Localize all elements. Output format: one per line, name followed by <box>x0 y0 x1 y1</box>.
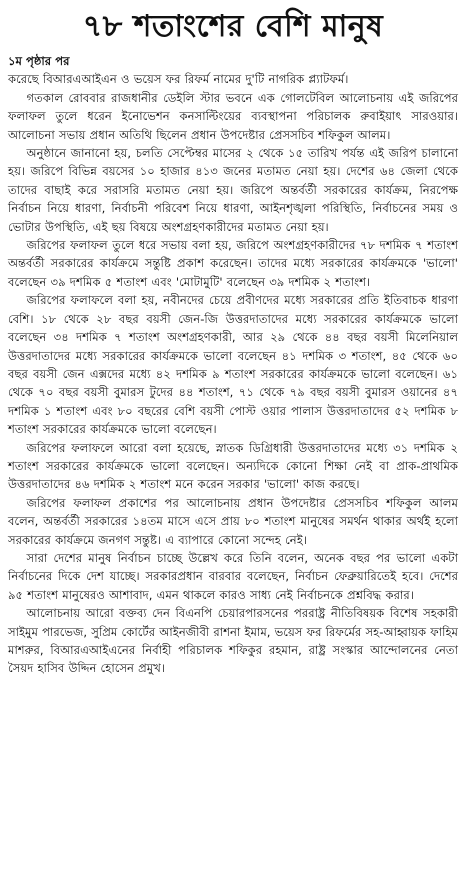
article-paragraph: আলোচনায় আরো বক্তব্য দেন বিএনপি চেয়ারপারসনের পররাষ্ট্র নীতিবিষয়ক বিশেষ সহকারী সাইমুম পারভেজ, সুপ্রিম কোর্টের আইনজীবী রাশনা ইমাম, ভয়েস ফর রিফর্মের সহ-আহ্বায়ক ফাহিম মাশরুর, বিআরএআইএনের নির্বাহী পরিচালক শফিকুর রহমান, রাষ্ট্র সংস্কার আন্দোলনের নেতা সৈয়দ হাসিব উদ্দিন হোসেন প্রমুখ। <box>8 606 458 676</box>
article-paragraph: সারা দেশের মানুষ নির্বাচন চাচ্ছে উল্লেখ করে তিনি বলেন, অনেক বছর পর ভালো একটা নির্বাচনের দিকে দেশ যাচ্ছে। সরকারপ্রধান বারবার বলেছেন, নির্বাচন ফেব্রুয়ারিতেই হবে। দেশের ৯৫ শতাংশ মানুষেরও আশাবাদ, এমন থাকলে কারও সাধ্য নেই নির্বাচনকে প্রশ্নবিদ্ধ করার। <box>8 550 458 602</box>
article-paragraph: করেছে বিআরএআইএন ও ভয়েস ফর রিফর্ম নামের দু'টি নাগরিক প্ল্যাটফর্ম। <box>8 72 349 87</box>
headline: ৭৮ শতাংশের বেশি মানুষ <box>82 9 384 44</box>
continued-from-label: ১ম পৃষ্ঠার পর <box>8 54 70 68</box>
article-paragraph: জরিপের ফলাফলে বলা হয়, নবীনদের চেয়ে প্রবীণদের মধ্যে সরকারের প্রতি ইতিবাচক ধারণা বেশি। ১৮ থেকে ২৮ বছর বয়সী জেন-জি উত্তরদাতাদের মধ্যে সরকারের কার্যক্রমকে ভালো বলেছেন ৩৪ দশমিক ৭ শতাংশ অংশগ্রহণকারী, আর ২৯ থেকে ৪৪ বছর বয়সী মিলেনিয়াল উত্তরদাতাদের মধ্যে সরকারের কার্যক্রমকে ভালো বলেছেন ৪১ দশমিক ৩ শতাংশ, ৪৫ থেকে ৬০ বছর বয়সী জেন এক্সদের মধ্যে ৪২ দশমিক ৯ শতাংশ সরকারের কার্যক্রমকে ভালো বলেছেন। ৬১ থেকে ৭০ বছর বয়সী বুমারস টুদের ৪৪ শতাংশ, ৭১ থেকে ৭৯ বছর বয়সী বুমারস ওয়ানের ৪৭ দশমিক ১ শতাংশ এবং ৮০ বছরের বেশি বয়সী পোস্ট ওয়ার পালাস উত্তরদাতাদের ৫২ দশমিক ৮ শতাংশ সরকারের কার্যক্রমকে ভালো বলেছেন। <box>8 293 458 437</box>
article-paragraph: জরিপের ফলাফল প্রকাশের পর আলোচনায় প্রধান উপদেষ্টার প্রেসসচিব শফিকুল আলম বলেন, অন্তর্বর্তী সরকারের ১৪তম মাসে এসে প্রায় ৮০ শতাংশ মানুষের সমর্থন থাকার অর্থই হলো সরকারের কার্যক্রমে জনগণ সন্তুষ্ট। এ ব্যাপারে কোনো সন্দেহ নেই। <box>8 495 458 547</box>
article-paragraph: জরিপের ফলাফল তুলে ধরে সভায় বলা হয়, জরিপে অংশগ্রহণকারীদের ৭৮ দশমিক ৭ শতাংশ অন্তর্বর্তী সরকারের কার্যক্রমে সন্তুষ্টি প্রকাশ করেছেন। তাদের মধ্যে সরকারের কার্যক্রমকে 'ভালো' বলেছেন ৩৯ দশমিক ৫ শতাংশ এবং 'মোটামুটি' বলেছেন ৩৯ দশমিক ২ শতাংশ। <box>8 238 458 289</box>
article-paragraph: গতকাল রোববার রাজধানীর ডেইলি স্টার ভবনে এক গোলটেবিল আলোচনায় এই জরিপের ফলাফল তুলে ধরেন ইনোভেশন কনসাল্টিংয়ের ব্যবস্থাপনা পরিচালক রুবাইয়াৎ সারওয়ার। আলোচনা সভায় প্রধান অতিথি ছিলেন প্রধান উপদেষ্টার প্রেসসচিব শফিকুল আলম। <box>8 90 458 142</box>
article-body <box>8 70 458 677</box>
article-paragraph: জরিপের ফলাফলে আরো বলা হয়েছে, স্নাতক ডিগ্রিধারী উত্তরদাতাদের মধ্যে ৩১ দশমিক ২ শতাংশ সরকারের কার্যক্রমকে ভালো বলেছেন। অন্যদিকে কোনো শিক্ষা নেই বা প্রাক-প্রাথমিক উত্তরদাতাদের ৪৬ দশমিক ২ শতাংশ মনে করেন সরকার 'ভালো' কাজ করছে। <box>8 440 458 492</box>
article-paragraph: অনুষ্ঠানে জানানো হয়, চলতি সেপ্টেম্বর মাসের ২ থেকে ১৫ তারিখ পর্যন্ত এই জরিপ চালানো হয়। জরিপে বিভিন্ন বয়সের ১০ হাজার ৪১৩ জনের মতামত নেয়া হয়। দেশের ৬৪ জেলা থেকে তাদের বাছাই করে সরাসরি মতামত নেয়া হয়। জরিপে অন্তর্বর্তী সরকারের কার্যক্রম, নিরপেক্ষ নির্বাচন নিয়ে ধারণা, নির্বাচনী পরিবেশ নিয়ে ধারণা, আইনশৃঙ্খলা পরিস্থিতি, নির্বাচনের সময় ও ভোটার উপস্থিতি, এই ছয় বিষয়ে অংশগ্রহণকারীদের মতামত নেয়া হয়। <box>8 146 458 234</box>
